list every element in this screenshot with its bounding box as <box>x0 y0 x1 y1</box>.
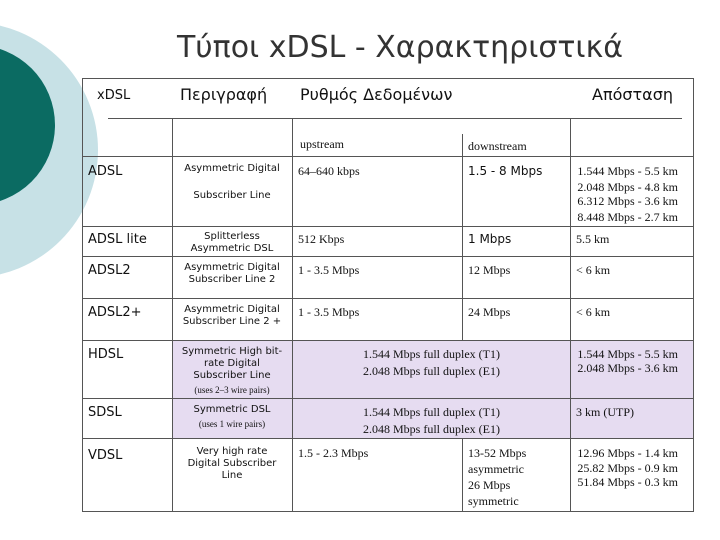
row-distance: 1.544 Mbps - 5.5 km <box>577 347 678 361</box>
row-description: Asymmetric Digital <box>184 163 280 174</box>
row-distance: 2.048 Mbps - 3.6 km <box>577 361 678 375</box>
row-description: Digital Subscriber <box>187 458 277 469</box>
row-upstream: 1 - 3.5 Mbps <box>298 263 360 277</box>
row-distance: 1.544 Mbps - 5.5 km <box>577 164 678 178</box>
row-description: Very high rate <box>196 446 268 457</box>
row-upstream: 512 Kbps <box>298 232 345 246</box>
row-divider <box>83 298 693 299</box>
row-data-rate: 1.544 Mbps full duplex (T1) <box>363 347 500 361</box>
row-distance: 5.5 km <box>576 232 610 246</box>
header-upstream: upstream <box>300 137 344 151</box>
row-description: Subscriber Line <box>193 190 271 201</box>
row-description: rate Digital <box>204 358 260 369</box>
row-divider <box>83 226 693 227</box>
row-name: HDSL <box>88 347 124 362</box>
row-distance: 12.96 Mbps - 1.4 km <box>577 446 678 460</box>
header-rule <box>108 118 682 119</box>
row-downstream: 13-52 Mbps <box>468 446 527 460</box>
header-data-rate: Ρυθμός Δεδομένων <box>300 85 453 104</box>
row-description-note: (uses 2–3 wire pairs) <box>194 385 270 395</box>
header-xdsl: xDSL <box>97 88 131 103</box>
row-name: ADSL lite <box>88 232 147 247</box>
row-name: ADSL2+ <box>88 305 142 320</box>
row-downstream: 12 Mbps <box>468 263 511 277</box>
slide-title: Τύποι xDSL - Χαρακτηριστικά <box>176 30 624 65</box>
row-description: Splitterless <box>204 231 260 242</box>
row-description: Symmetric DSL <box>193 404 271 415</box>
row-downstream: 26 Mbps <box>468 478 511 492</box>
header-distance: Απόσταση <box>592 85 673 104</box>
row-downstream: asymmetric <box>468 462 524 476</box>
row-distance: 51.84 Mbps - 0.3 km <box>577 475 678 489</box>
row-downstream: 1.5 - 8 Mbps <box>468 164 543 178</box>
row-description: Asymmetric DSL <box>190 243 274 254</box>
header-downstream: downstream <box>468 139 527 153</box>
row-description: Subscriber Line 2 <box>188 274 276 285</box>
row-distance: 25.82 Mbps - 0.9 km <box>577 461 678 475</box>
row-divider <box>83 398 693 399</box>
row-description: Subscriber Line 2 + <box>182 316 282 327</box>
row-divider <box>83 340 693 341</box>
col-divider <box>462 438 463 511</box>
col-divider <box>570 118 571 511</box>
row-upstream: 64–640 kbps <box>298 164 360 178</box>
row-data-rate: 2.048 Mbps full duplex (E1) <box>363 422 500 436</box>
row-description: Asymmetric Digital <box>184 262 280 273</box>
row-data-rate: 2.048 Mbps full duplex (E1) <box>363 364 500 378</box>
row-divider <box>83 156 693 157</box>
row-distance: 3 km (UTP) <box>576 405 634 419</box>
row-description: Line <box>221 470 243 481</box>
row-divider <box>83 256 693 257</box>
row-name: VDSL <box>88 448 123 463</box>
row-name: ADSL <box>88 164 123 179</box>
row-distance: 8.448 Mbps - 2.7 km <box>577 210 678 224</box>
row-downstream: 24 Mbps <box>468 305 511 319</box>
row-upstream: 1.5 - 2.3 Mbps <box>298 446 369 460</box>
row-downstream: symmetric <box>468 494 519 508</box>
row-description: Symmetric High bit- <box>181 346 283 357</box>
row-name: ADSL2 <box>88 263 131 278</box>
row-upstream: 1 - 3.5 Mbps <box>298 305 360 319</box>
row-distance: < 6 km <box>576 263 611 277</box>
row-description: Asymmetric Digital <box>184 304 280 315</box>
row-distance: 2.048 Mbps - 4.8 km <box>577 180 678 194</box>
col-divider <box>462 134 463 340</box>
row-data-rate: 1.544 Mbps full duplex (T1) <box>363 405 500 419</box>
col-divider <box>292 118 293 511</box>
header-description: Περιγραφή <box>180 85 268 104</box>
row-description-note: (uses 1 wire pairs) <box>198 419 266 429</box>
row-distance: 6.312 Mbps - 3.6 km <box>577 194 678 208</box>
row-name: SDSL <box>88 405 122 420</box>
row-downstream: 1 Mbps <box>468 232 512 246</box>
row-description: Subscriber Line <box>193 370 271 381</box>
row-divider <box>83 438 693 439</box>
row-distance: < 6 km <box>576 305 611 319</box>
